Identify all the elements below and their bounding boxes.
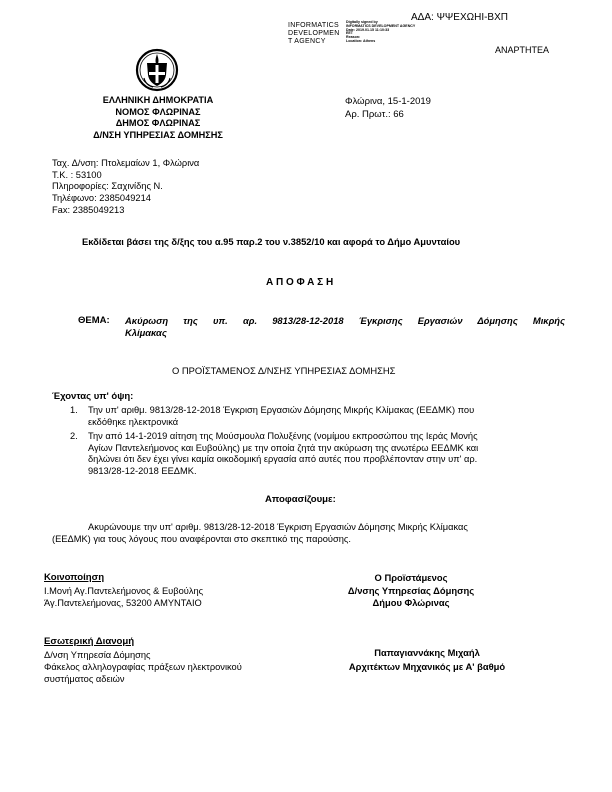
consider-item-2: Την από 14-1-2019 αίτηση της Μούσμουλα Πολυξένης (νομίμου εκπροσώπου της Ιεράς Μονής Αγίων Παντελεήμονος και Ευβούλης) με την οποία ζητά την ακύρωση της ανωτέρω ΕΕΔΜΚ και δηλώνει ότι δεν έχει γίνει καμία οικοδομική εργασία από αυτές που προβλέπονταν στην υπ' αρ. 9813/28-12-2018 ΕΕΔΜΚ. bbox=[88, 431, 479, 476]
subject-label: ΘΕΜΑ: bbox=[78, 315, 110, 326]
issuer-block: ΕΛΛΗΝΙΚΗ ΔΗΜΟΚΡΑΤΙΑ ΝΟΜΟΣ ΦΛΩΡΙΝΑΣ ΔΗΜΟΣ ΦΛΩΡΙΝΑΣ Δ/ΝΣΗ ΥΠΗΡΕΣΙΑΣ ΔΟΜΗΣΗΣ bbox=[93, 95, 223, 141]
contact-block: Ταχ. Δ/νση: Πτολεμαίων 1, Φλώρινα Τ.Κ. : 53100 Πληροφορίες: Σαχινίδης Ν. Τηλέφωνο: 2385049214 Fax: 2385049213 bbox=[52, 158, 200, 215]
consider-item-2-number: 2. bbox=[70, 431, 78, 441]
subject-text: Ακύρωση της υπ. αρ. 9813/28-12-2018 Έγκρισης Εργασιών Δόμησης Μικρής Κλίμακας bbox=[125, 315, 565, 338]
internal-distribution-label: Εσωτερική Διανομή bbox=[44, 636, 135, 647]
signer-name: Παπαγιαννάκης Μιχαήλ bbox=[374, 647, 480, 658]
decision-title: Α Π Ο Φ Α Σ Η bbox=[266, 277, 334, 288]
protocol-number: Αρ. Πρωτ.: 66 bbox=[345, 109, 404, 120]
notification-recipients: Ι.Μονή Αγ.Παντελεήμονος & Ευβούλης Άγ.Παντελεήμονας, 53200 ΑΜΥΝΤΑΙΟ bbox=[44, 586, 204, 608]
ada-code: ΑΔΑ: ΨΨΕΧΩΗΙ-ΒΧΠ bbox=[411, 12, 508, 23]
signer-block bbox=[316, 646, 538, 673]
date-block bbox=[345, 95, 431, 121]
posting-label: ΑΝΑΡΤΗΤΕΑ bbox=[495, 45, 550, 55]
place-date: Φλώρινα, 15-1-2019 bbox=[345, 96, 431, 107]
issued-note: Εκδίδεται βάσει της δ/ξης του α.95 παρ.2 του ν.3852/10 και αφορά το Δήμο Αμυνταίου bbox=[82, 236, 461, 247]
signing-agency: INFORMATICS DEVELOPMEN T AGENCY bbox=[288, 22, 340, 45]
internal-distribution-list: Δ/νση Υπηρεσία Δόμησης Φάκελος αλληλογραφίας πράξεων ηλεκτρονικού συστήματος αδειών bbox=[44, 650, 242, 684]
notification-label: Κοινοποίηση bbox=[44, 572, 105, 583]
digital-signature-details: Digitally signed by INFORMATICS DEVELOPMENT AGENCY Date: 2019.01.15 11:10:33 EET Reason: Location: Athens bbox=[346, 20, 416, 43]
decide-label: Αποφασίζουμε: bbox=[265, 494, 336, 505]
head-title: Ο ΠΡΟΪΣΤΑΜΕΝΟΣ Δ/ΝΣΗΣ ΥΠΗΡΕΣΙΑΣ ΔΟΜΗΣΗΣ bbox=[172, 365, 396, 376]
consider-item-1-number: 1. bbox=[70, 405, 78, 415]
decide-text: Ακυρώνουμε την υπ' αριθμ. 9813/28-12-2018 Έγκριση Εργασιών Δόμησης Μικρής Κλίμακας (ΕΕΔΜΚ) για τους λόγους που αναφέρονται στο σκεπτικό της παρούσης. bbox=[52, 522, 468, 544]
considering-label: Έχοντας υπ' όψη: bbox=[52, 391, 134, 402]
consider-item-1: Την υπ' αριθμ. 9813/28-12-2018 Έγκριση Εργασιών Δόμησης Μικρής Κλίμακας (ΕΕΔΜΚ) που εκδόθηκε ηλεκτρονικά bbox=[88, 405, 475, 427]
signatory-block: Ο Προϊστάμενος Δ/νσης Υπηρεσίας Δόμησης Δήμου Φλώρινας bbox=[347, 572, 475, 608]
signer-title: Αρχιτέκτων Μηχανικός με Α' βαθμό bbox=[348, 660, 506, 672]
greek-coat-of-arms-icon bbox=[135, 48, 179, 92]
